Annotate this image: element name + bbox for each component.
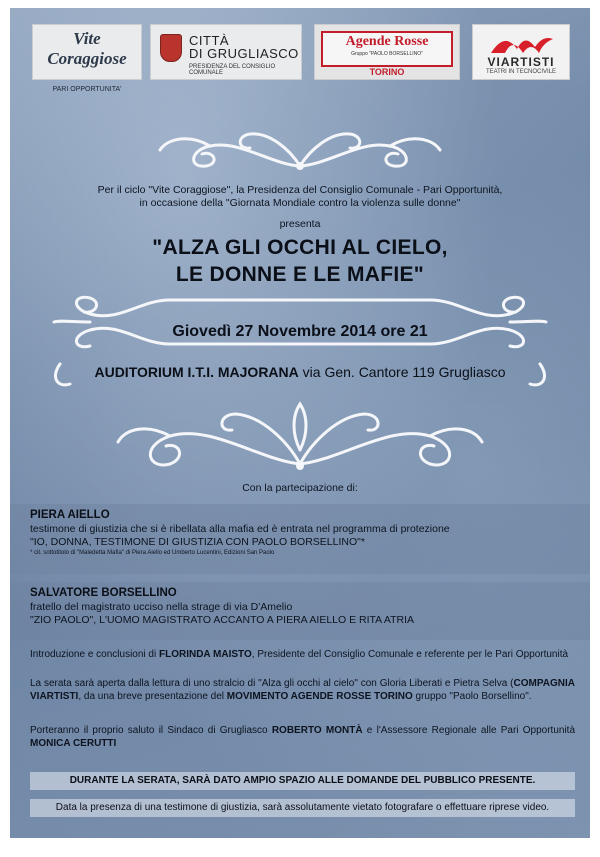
no-photo-notice: Data la presenza di una testimone di giustizia, sarà assolutamente vietato fotografare o effettuare riprese video. bbox=[30, 799, 575, 817]
date-frame-ornament bbox=[50, 292, 550, 350]
agende-rosse-group: Gruppo "PAOLO BORSELLINO" bbox=[351, 51, 423, 57]
vite-coraggiose-logo bbox=[32, 24, 142, 80]
viartisti-logo bbox=[472, 24, 570, 80]
event-date: Giovedì 27 Novembre 2014 ore 21 bbox=[172, 323, 428, 340]
event-title-line2: LE DONNE E LE MAFIE" bbox=[175, 263, 425, 286]
p2-company: COMPAGNIA VIARTISTI bbox=[30, 678, 575, 702]
intro-line1: Per il ciclo "Vite Coraggiose", la Presidenza del Consiglio Comunale - Pari Opportunità, bbox=[97, 184, 503, 196]
p3-text-2: e l'Assessore Regionale alle Pari Opportunità bbox=[362, 725, 576, 736]
guest-footnote: * cit. sottotitolo di "Maledetta Mafia" di Piera Aiello ed Umberto Lucentini, Edizioni San Paolo bbox=[30, 550, 275, 556]
greetings-paragraph bbox=[30, 724, 575, 750]
grugliasco-line1: CITTÀ bbox=[189, 33, 230, 48]
guest-panel-piera-aiello bbox=[10, 504, 590, 574]
guest-description: testimone di giustizia che si è ribellata alla mafia ed è entrata nel programma di protezione bbox=[30, 523, 450, 535]
guest-work: "IO, DONNA, TESTIMONE DI GIUSTIZIA CON PAOLO BORSELLINO"* bbox=[30, 536, 365, 548]
presenta-label: presenta bbox=[279, 218, 321, 230]
p3-assessor: MONICA CERUTTI bbox=[30, 738, 117, 749]
p2-movement: MOVIMENTO AGENDE ROSSE TORINO bbox=[226, 691, 413, 702]
p1-role: , Presidente del Consiglio Comunale e referente per le Pari Opportunità bbox=[251, 649, 569, 660]
top-flourish-ornament bbox=[150, 120, 450, 176]
viartisti-flame-icon bbox=[487, 29, 557, 55]
agende-rosse-title: Agende Rosse bbox=[345, 34, 429, 49]
vite-logo-line1: Vite bbox=[73, 29, 101, 48]
grugliasco-line2: DI GRUGLIASCO bbox=[189, 46, 299, 61]
p2-text: La serata sarà aperta dalla lettura di uno stralcio di "Alza gli occhi al cielo" con Gloria Liberati e Pietra Selva ( bbox=[30, 678, 514, 689]
logo-bar bbox=[10, 24, 590, 114]
agende-rosse-logo bbox=[314, 24, 460, 80]
reading-paragraph bbox=[30, 677, 575, 703]
intro-conclusions-paragraph bbox=[30, 648, 575, 661]
vite-logo-line2: Coraggiose bbox=[47, 49, 127, 68]
viartisti-subtitle: TEATRI IN TECNOCIVILE bbox=[485, 69, 557, 75]
intro-line2: in occasione della "Giornata Mondiale contro la violenza sulle donne" bbox=[139, 197, 461, 209]
agende-rosse-frame bbox=[321, 31, 453, 67]
guest-work: "ZIO PAOLO", L'UOMO MAGISTRATO ACCANTO A PIERA AIELLO E RITA ATRIA bbox=[30, 614, 415, 626]
p3-text: Porteranno il proprio saluto il Sindaco di Grugliasco bbox=[30, 725, 272, 736]
event-title-line1: "ALZA GLI OCCHI AL CIELO, bbox=[152, 236, 448, 259]
p1-text: Introduzione e conclusioni di bbox=[30, 649, 159, 660]
intro-text bbox=[50, 184, 550, 210]
bottom-flourish-ornament bbox=[30, 354, 570, 478]
guest-name: SALVATORE BORSELLINO bbox=[30, 587, 177, 599]
city-crest-icon bbox=[160, 34, 182, 62]
event-title bbox=[10, 234, 590, 288]
grugliasco-subtitle: PRESIDENZA DEL CONSIGLIO COMUNALE bbox=[189, 64, 276, 76]
guest-panel-salvatore-borsellino bbox=[10, 582, 590, 640]
agende-rosse-city: TORINO bbox=[369, 67, 405, 77]
grugliasco-logo bbox=[150, 24, 302, 80]
questions-notice: DURANTE LA SERATA, SARÀ DATO AMPIO SPAZIO ALLE DOMANDE DEL PUBBLICO PRESENTE. bbox=[30, 772, 575, 790]
guest-name: PIERA AIELLO bbox=[30, 509, 110, 521]
p3-mayor: ROBERTO MONTÀ bbox=[271, 725, 363, 736]
guest-description: fratello del magistrato ucciso nella strage di via D'Amelio bbox=[30, 601, 293, 613]
p2-group: gruppo "Paolo Borsellino". bbox=[412, 691, 532, 702]
viartisti-title: VIARTISTI bbox=[487, 55, 555, 69]
venue-name: AUDITORIUM I.T.I. MAJORANA bbox=[94, 364, 299, 380]
p1-name: FLORINDA MAISTO bbox=[158, 649, 252, 660]
participation-label: Con la partecipazione di: bbox=[242, 482, 358, 494]
vite-logo-subtitle: PARI OPPORTUNITA' bbox=[52, 86, 122, 93]
venue-address: via Gen. Cantore 119 Grugliasco bbox=[298, 364, 506, 380]
p2-text-2: , da una breve presentazione del bbox=[78, 691, 227, 702]
event-poster bbox=[10, 8, 590, 838]
